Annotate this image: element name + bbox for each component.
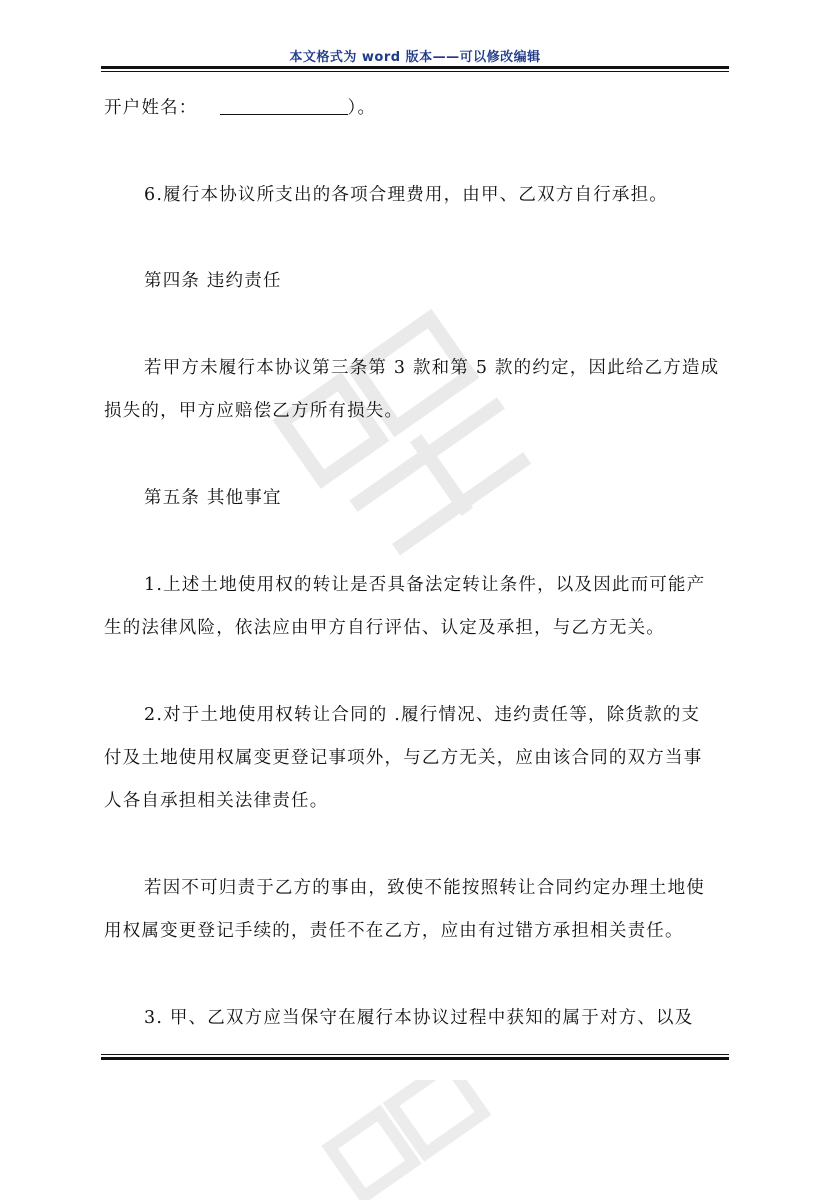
article-4-line-1: 若甲方未履行本协议第三条第 3 款和第 5 款的约定，因此给乙方造成 — [144, 358, 720, 378]
account-name-blank — [220, 96, 348, 115]
header-title: 本文格式为 word 版本——可以修改编辑 — [289, 50, 541, 65]
item-1-line-1: 1.上述土地使用权的转让是否具备法定转让条件，以及因此而可能产 — [144, 575, 706, 595]
item-2-line-2: 付及土地使用权属变更登记事项外，与乙方无关，应由该合同的双方当事 — [104, 748, 703, 768]
article-4-line-2: 损失的，甲方应赔偿乙方所有损失。 — [104, 401, 404, 421]
account-name-line — [104, 91, 730, 125]
item-3-line-1: 3. 甲、乙双方应当保守在履行本协议过程中获知的属于对方、以及 — [144, 1008, 694, 1028]
article-4-title: 第四条 违约责任 — [144, 271, 282, 291]
watermark-stamp-icon — [270, 290, 550, 570]
article-5-title: 第五条 其他事宜 — [144, 488, 282, 508]
footer-rule-thin — [101, 1054, 729, 1055]
header-rule-thick — [101, 66, 729, 69]
header-rule-thin — [101, 71, 729, 72]
account-name-label: 开户姓名： — [104, 98, 198, 118]
force-majeure-line-2: 用权属变更登记手续的，责任不在乙方，应由有过错方承担相关责任。 — [104, 921, 684, 941]
paragraph-6: 6.履行本协议所支出的各项合理费用，由甲、乙双方自行承担。 — [144, 185, 668, 205]
item-1-line-2: 生的法律风险，依法应由甲方自行评估、认定及承担，与乙方无关。 — [104, 618, 665, 638]
item-2-line-1: 2.对于土地使用权转让合同的 .履行情况、违约责任等，除货款的支 — [144, 705, 701, 725]
footer-rule-thick — [101, 1057, 729, 1060]
item-2-line-3: 人各自承担相关法律责任。 — [104, 791, 329, 811]
account-name-suffix: ）。 — [347, 98, 377, 118]
force-majeure-line-1: 若因不可归责于乙方的事由，致使不能按照转让合同约定办理土地使 — [144, 878, 705, 898]
watermark-stamp-icon — [300, 1080, 520, 1200]
